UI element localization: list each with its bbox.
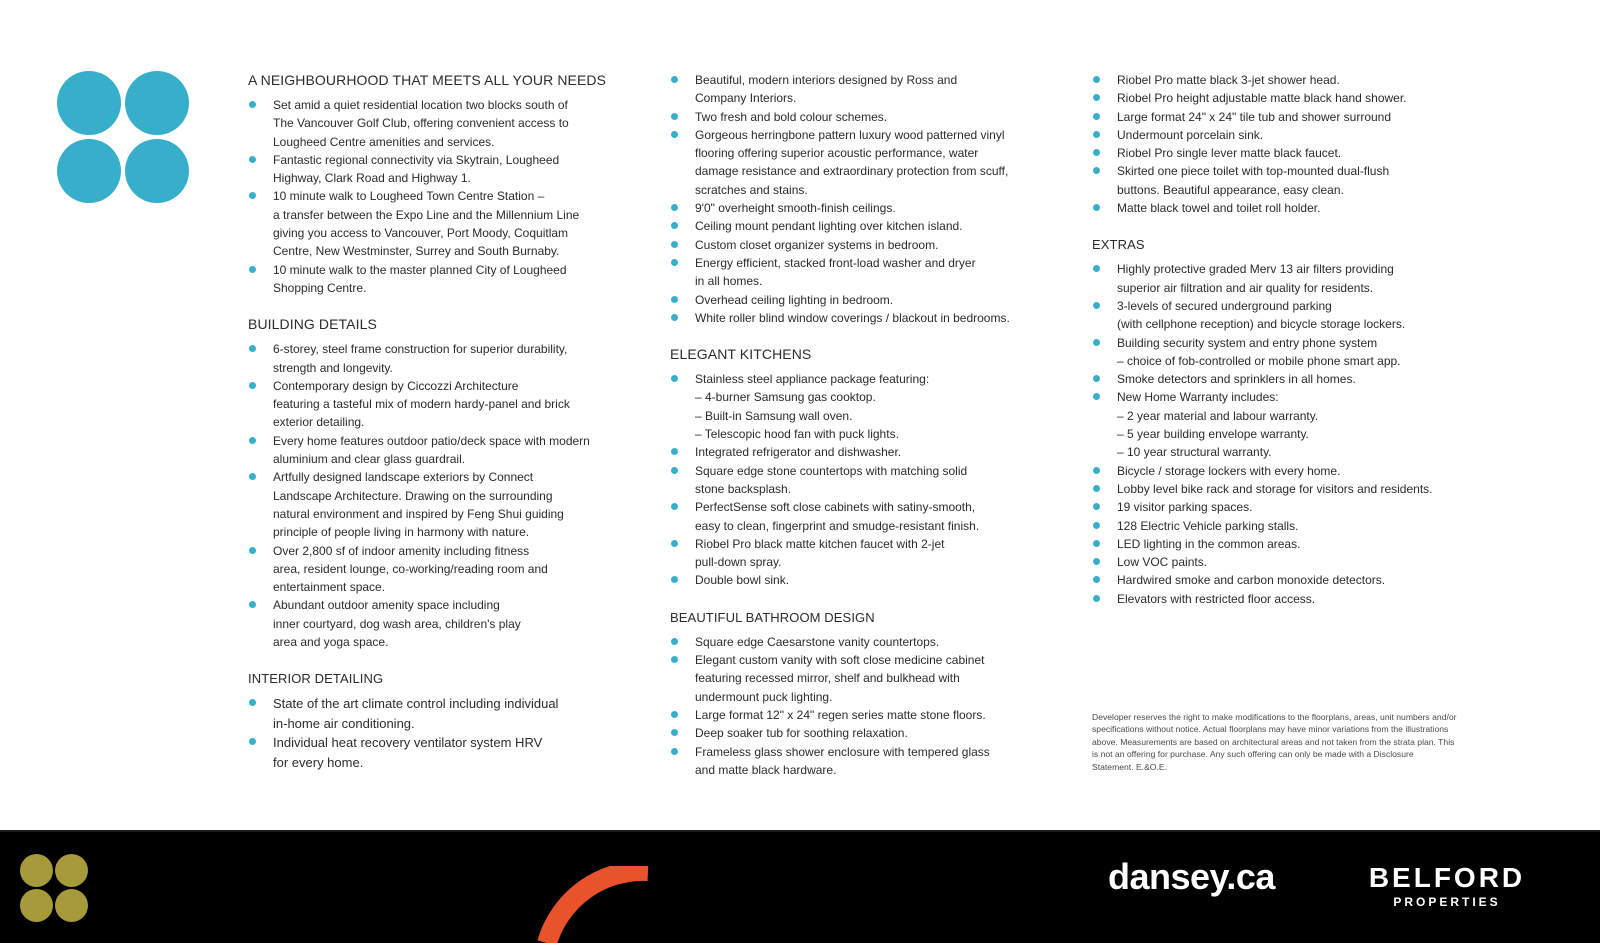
list-item-text: 10 minute walk to Lougheed Town Centre Station –: [273, 189, 545, 204]
feature-list: [670, 71, 1070, 327]
list-item: [248, 96, 628, 151]
list-item: [1092, 571, 1492, 589]
list-item-text: – 2 year material and labour warranty.: [1117, 408, 1319, 423]
legal-disclaimer: Developer reserves the right to make modifications to the floorplans, areas, unit numbers and/or specifications without notice. Actual floorplans may have minor variations from the illustrations above. Measurements are based on architectural areas and not taken from the strata plan. This is not an offering for purchase. Any such offering can only be made with a Disclosure Statement. E.&O.E.: [1092, 712, 1457, 772]
logo-dot: [57, 71, 121, 135]
list-item: [670, 217, 1070, 235]
list-item: [670, 535, 1070, 572]
bullet-icon: [249, 601, 256, 608]
bullet-icon: [1093, 522, 1100, 529]
bullet-icon: [671, 576, 678, 583]
list-item-text: pull-down spray.: [695, 555, 782, 570]
feature-list: [248, 694, 628, 772]
list-item-text: featuring a tasteful mix of modern hardy-panel and brick: [273, 397, 570, 412]
bullet-icon: [249, 192, 256, 199]
list-item: [248, 733, 628, 772]
bullet-icon: [1093, 393, 1100, 400]
list-item: [670, 370, 1070, 443]
list-item: [1092, 71, 1492, 89]
list-item-text: Square edge Caesarstone vanity countertops.: [695, 634, 940, 649]
list-item-text: area and yoga space.: [273, 635, 389, 650]
bullet-icon: [1093, 540, 1100, 547]
list-item: [670, 462, 1070, 499]
list-item: [1092, 535, 1492, 553]
list-item-text: Building security system and entry phone system: [1117, 335, 1378, 350]
list-item-text: featuring recessed mirror, shelf and bulkhead with: [695, 671, 960, 686]
bullet-icon: [671, 222, 678, 229]
bullet-icon: [671, 729, 678, 736]
list-item-text: buttons. Beautiful appearance, easy clean.: [1117, 182, 1344, 197]
list-item-text: PerfectSense soft close cabinets with satiny-smooth,: [695, 500, 976, 515]
list-item-text: Contemporary design by Ciccozzi Architecture: [273, 378, 519, 393]
list-item: [1092, 590, 1492, 608]
list-item-text: – 10 year structural warranty.: [1117, 445, 1272, 460]
list-item: [670, 443, 1070, 461]
list-item-text: Stainless steel appliance package featuring:: [695, 372, 930, 387]
list-item-text: giving you access to Vancouver, Port Moody, Coquitlam: [273, 226, 569, 241]
list-item-text: in all homes.: [695, 274, 763, 289]
list-item-text: Low VOC paints.: [1117, 555, 1208, 570]
list-item: [670, 743, 1070, 780]
list-item-text: Fantastic regional connectivity via Skytrain, Lougheed: [273, 152, 560, 167]
brand-sub: PROPERTIES: [1393, 895, 1501, 909]
list-item-text: Lougheed Centre amenities and services.: [273, 134, 495, 149]
list-item: [1092, 260, 1492, 297]
list-item-text: aluminium and clear glass guardrail.: [273, 452, 466, 467]
bullet-icon: [671, 711, 678, 718]
orange-arc-graphic: [530, 866, 650, 943]
list-item-text: easy to clean, fingerprint and smudge-resistant finish.: [695, 518, 980, 533]
bullet-icon: [671, 503, 678, 510]
bullet-icon: [1093, 595, 1100, 602]
list-item-text: in-home air conditioning.: [273, 715, 415, 731]
bullet-icon: [671, 113, 678, 120]
list-item: [1092, 370, 1492, 388]
list-item: [1092, 144, 1492, 162]
list-item: [248, 151, 628, 188]
list-item-text: 3-levels of secured underground parking: [1117, 298, 1332, 313]
list-item-text: strength and longevity.: [273, 360, 393, 375]
list-item-text: LED lighting in the common areas.: [1117, 536, 1301, 551]
list-item: [1092, 126, 1492, 144]
bullet-icon: [1093, 558, 1100, 565]
feature-list: [670, 370, 1070, 590]
bullet-icon: [249, 382, 256, 389]
list-item: [670, 126, 1070, 199]
list-item-text: Bicycle / storage lockers with every home.: [1117, 463, 1341, 478]
section-title: ELEGANT KITCHENS: [670, 346, 812, 363]
column-3: [1092, 71, 1492, 626]
list-item: [248, 596, 628, 651]
bullet-icon: [671, 748, 678, 755]
bullet-icon: [1093, 485, 1100, 492]
list-item: [670, 71, 1070, 108]
list-item-text: Every home features outdoor patio/deck space with modern: [273, 433, 590, 448]
list-item: [670, 291, 1070, 309]
feature-list: [248, 340, 628, 651]
bullet-icon: [249, 473, 256, 480]
list-item: [248, 261, 628, 298]
list-item-text: – Telescopic hood fan with puck lights.: [695, 427, 899, 442]
section-interiors: [670, 71, 1070, 327]
website-link[interactable]: dansey.ca: [1108, 856, 1275, 897]
bullet-icon: [671, 76, 678, 83]
list-item-text: New Home Warranty includes:: [1117, 390, 1279, 405]
list-item-text: area, resident lounge, co-working/reading room and: [273, 561, 548, 576]
bullet-icon: [249, 699, 256, 706]
section-building-details: [248, 315, 628, 651]
list-item: [248, 542, 628, 597]
list-item-text: Double bowl sink.: [695, 573, 790, 588]
list-item-text: The Vancouver Golf Club, offering convenient access to: [273, 116, 569, 131]
list-item-text: Riobel Pro matte black 3-jet shower head.: [1117, 73, 1340, 87]
list-item: [248, 432, 628, 469]
list-item-text: Frameless glass shower enclosure with tempered glass: [695, 744, 990, 759]
list-item: [670, 309, 1070, 327]
footer-bar: [0, 830, 1600, 943]
list-item-text: Riobel Pro height adjustable matte black hand shower.: [1117, 91, 1407, 106]
bullet-icon: [249, 547, 256, 554]
bullet-icon: [1093, 339, 1100, 346]
bullet-icon: [671, 448, 678, 455]
list-item: [248, 340, 628, 377]
feature-list: [1092, 71, 1492, 217]
list-item-text: and matte black hardware.: [695, 762, 837, 777]
list-item: [670, 498, 1070, 535]
list-item-text: Individual heat recovery ventilator system HRV: [273, 735, 543, 751]
bullet-icon: [249, 437, 256, 444]
list-item-text: Set amid a quiet residential location two blocks south of: [273, 98, 568, 112]
section-title: EXTRAS: [1092, 237, 1145, 253]
bullet-icon: [249, 101, 256, 108]
section-bath-fixtures: [1092, 71, 1492, 217]
list-item-text: Highly protective graded Merv 13 air filters providing: [1117, 262, 1394, 277]
list-item-text: Large format 12" x 24" regen series matte stone floors.: [695, 707, 986, 722]
section-neighbourhood: [248, 71, 628, 297]
list-item-text: scratches and stains.: [695, 182, 808, 197]
list-item-text: Artfully designed landscape exteriors by Connect: [273, 470, 534, 485]
bullet-icon: [1093, 265, 1100, 272]
list-item-text: Energy efficient, stacked front-load washer and dryer: [695, 255, 976, 270]
bullet-icon: [671, 540, 678, 547]
list-item: [1092, 388, 1492, 461]
dansey-logo-mark-gold: [20, 854, 88, 922]
list-item-text: Deep soaker tub for soothing relaxation.: [695, 726, 908, 741]
bullet-icon: [671, 638, 678, 645]
bullet-icon: [671, 259, 678, 266]
list-item-text: – choice of fob-controlled or mobile phone smart app.: [1117, 353, 1401, 368]
list-item-text: superior air filtration and air quality for residents.: [1117, 280, 1374, 295]
bullet-icon: [1093, 204, 1100, 211]
list-item-text: Smoke detectors and sprinklers in all homes.: [1117, 372, 1356, 387]
feature-list: [670, 633, 1070, 779]
list-item: [670, 108, 1070, 126]
list-item-text: stone backsplash.: [695, 481, 792, 496]
logo-dot: [125, 71, 189, 135]
logo-dot: [57, 139, 121, 203]
list-item-text: Landscape Architecture. Drawing on the surrounding: [273, 488, 553, 503]
section-bathroom-design: [670, 608, 1070, 779]
list-item-text: – 4-burner Samsung gas cooktop.: [695, 390, 876, 405]
list-item-text: entertainment space.: [273, 580, 386, 595]
section-interior-detailing: [248, 669, 628, 772]
bullet-icon: [1093, 375, 1100, 382]
list-item-text: Skirted one piece toilet with top-mounted dual-flush: [1117, 164, 1390, 179]
bullet-icon: [1093, 467, 1100, 474]
list-item-text: flooring offering superior acoustic performance, water: [695, 146, 979, 161]
section-title: BUILDING DETAILS: [248, 316, 377, 333]
list-item: [1092, 199, 1492, 217]
list-item-text: Overhead ceiling lighting in bedroom.: [695, 292, 894, 307]
list-item: [248, 187, 628, 260]
logo-dot: [55, 854, 88, 887]
list-item: [670, 236, 1070, 254]
list-item-text: 19 visitor parking spaces.: [1117, 500, 1253, 515]
list-item-text: White roller blind window coverings / blackout in bedrooms.: [695, 310, 1010, 325]
list-item: [1092, 517, 1492, 535]
list-item-text: 9'0" overheight smooth-finish ceilings.: [695, 201, 896, 216]
list-item-text: Undermount porcelain sink.: [1117, 127, 1264, 142]
bullet-icon: [671, 131, 678, 138]
list-item-text: Matte black towel and toilet roll holder.: [1117, 201, 1321, 216]
list-item: [248, 468, 628, 541]
list-item-text: Lobby level bike rack and storage for visitors and residents.: [1117, 481, 1433, 496]
list-item-text: Centre, New Westminster, Surrey and South Burnaby.: [273, 244, 560, 259]
list-item-text: Custom closet organizer systems in bedroom.: [695, 237, 939, 252]
list-item: [248, 694, 628, 733]
section-extras: [1092, 235, 1492, 608]
bullet-icon: [1093, 576, 1100, 583]
list-item-text: Beautiful, modern interiors designed by Ross and: [695, 73, 958, 87]
list-item-text: for every home.: [273, 754, 364, 770]
section-title: INTERIOR DETAILING: [248, 671, 384, 687]
logo-dot: [55, 889, 88, 922]
feature-list: [1092, 260, 1492, 608]
belford-properties-logo: [1362, 862, 1532, 910]
list-item: [670, 571, 1070, 589]
bullet-icon: [1093, 94, 1100, 101]
bullet-icon: [671, 375, 678, 382]
section-title: A NEIGHBOURHOOD THAT MEETS ALL YOUR NEEDS: [248, 72, 607, 88]
bullet-icon: [1093, 76, 1100, 83]
logo-dot: [20, 854, 53, 887]
list-item-text: Square edge stone countertops with matching solid: [695, 463, 968, 478]
column-2: [670, 71, 1070, 797]
list-item-text: natural environment and inspired by Feng Shui guiding: [273, 506, 564, 521]
list-item-text: a transfer between the Expo Line and the Millennium Line: [273, 207, 580, 222]
list-item-text: (with cellphone reception) and bicycle storage lockers.: [1117, 317, 1406, 332]
bullet-icon: [671, 204, 678, 211]
bullet-icon: [671, 467, 678, 474]
bullet-icon: [1093, 131, 1100, 138]
list-item-text: exterior detailing.: [273, 415, 365, 430]
list-item-text: inner courtyard, dog wash area, children's play: [273, 616, 521, 631]
list-item: [670, 254, 1070, 291]
list-item: [1092, 297, 1492, 334]
list-item-text: – Built-in Samsung wall oven.: [695, 408, 853, 423]
bullet-icon: [1093, 113, 1100, 120]
list-item-text: Elegant custom vanity with soft close medicine cabinet: [695, 653, 985, 668]
bullet-icon: [1093, 302, 1100, 309]
list-item-text: Two fresh and bold colour schemes.: [695, 109, 888, 124]
list-item: [1092, 480, 1492, 498]
list-item: [1092, 89, 1492, 107]
list-item-text: Abundant outdoor amenity space including: [273, 598, 500, 613]
list-item: [670, 724, 1070, 742]
bullet-icon: [671, 296, 678, 303]
list-item-text: Over 2,800 sf of indoor amenity including fitness: [273, 543, 530, 558]
list-item-text: Highway, Clark Road and Highway 1.: [273, 171, 471, 186]
list-item: [248, 377, 628, 432]
dansey-logo-mark: [57, 71, 189, 203]
bullet-icon: [249, 266, 256, 273]
list-item-text: 10 minute walk to the master planned City of Lougheed: [273, 262, 567, 277]
list-item-text: Hardwired smoke and carbon monoxide detectors.: [1117, 573, 1386, 588]
list-item-text: Riobel Pro single lever matte black faucet.: [1117, 146, 1342, 161]
list-item-text: Integrated refrigerator and dishwasher.: [695, 445, 902, 460]
bullet-icon: [671, 241, 678, 248]
list-item: [1092, 334, 1492, 371]
section-elegant-kitchens: [670, 345, 1070, 590]
list-item: [670, 633, 1070, 651]
list-item: [670, 651, 1070, 706]
list-item-text: undermount puck lighting.: [695, 689, 833, 704]
list-item: [1092, 108, 1492, 126]
list-item-text: Ceiling mount pendant lighting over kitchen island.: [695, 219, 963, 234]
bullet-icon: [1093, 167, 1100, 174]
list-item: [1092, 498, 1492, 516]
list-item-text: – 5 year building envelope warranty.: [1117, 427, 1309, 442]
list-item-text: Riobel Pro black matte kitchen faucet with 2-jet: [695, 536, 945, 551]
bullet-icon: [671, 656, 678, 663]
list-item-text: 6-storey, steel frame construction for superior durability,: [273, 342, 568, 357]
section-title: BEAUTIFUL BATHROOM DESIGN: [670, 609, 875, 625]
list-item-text: 128 Electric Vehicle parking stalls.: [1117, 518, 1299, 533]
list-item-text: State of the art climate control including individual: [273, 696, 559, 712]
feature-list: [248, 96, 628, 297]
column-1: [248, 71, 628, 790]
list-item-text: Large format 24" x 24" tile tub and shower surround: [1117, 109, 1392, 124]
list-item-text: Shopping Centre.: [273, 280, 367, 295]
list-item-text: Gorgeous herringbone pattern luxury wood patterned vinyl: [695, 127, 1005, 142]
bullet-icon: [1093, 503, 1100, 510]
list-item: [1092, 553, 1492, 571]
list-item: [670, 199, 1070, 217]
list-item: [670, 706, 1070, 724]
bullet-icon: [249, 345, 256, 352]
list-item-text: principle of people living in harmony with nature.: [273, 525, 530, 540]
list-item-text: Elevators with restricted floor access.: [1117, 591, 1316, 606]
list-item: [1092, 462, 1492, 480]
list-item-text: damage resistance and extraordinary protection from scuff,: [695, 164, 1009, 179]
list-item: [1092, 162, 1492, 199]
bullet-icon: [671, 314, 678, 321]
logo-dot: [125, 139, 189, 203]
bullet-icon: [1093, 149, 1100, 156]
bullet-icon: [249, 156, 256, 163]
brand-name: BELFORD: [1368, 862, 1526, 893]
logo-dot: [20, 889, 53, 922]
bullet-icon: [249, 738, 256, 745]
list-item-text: Company Interiors.: [695, 91, 797, 106]
